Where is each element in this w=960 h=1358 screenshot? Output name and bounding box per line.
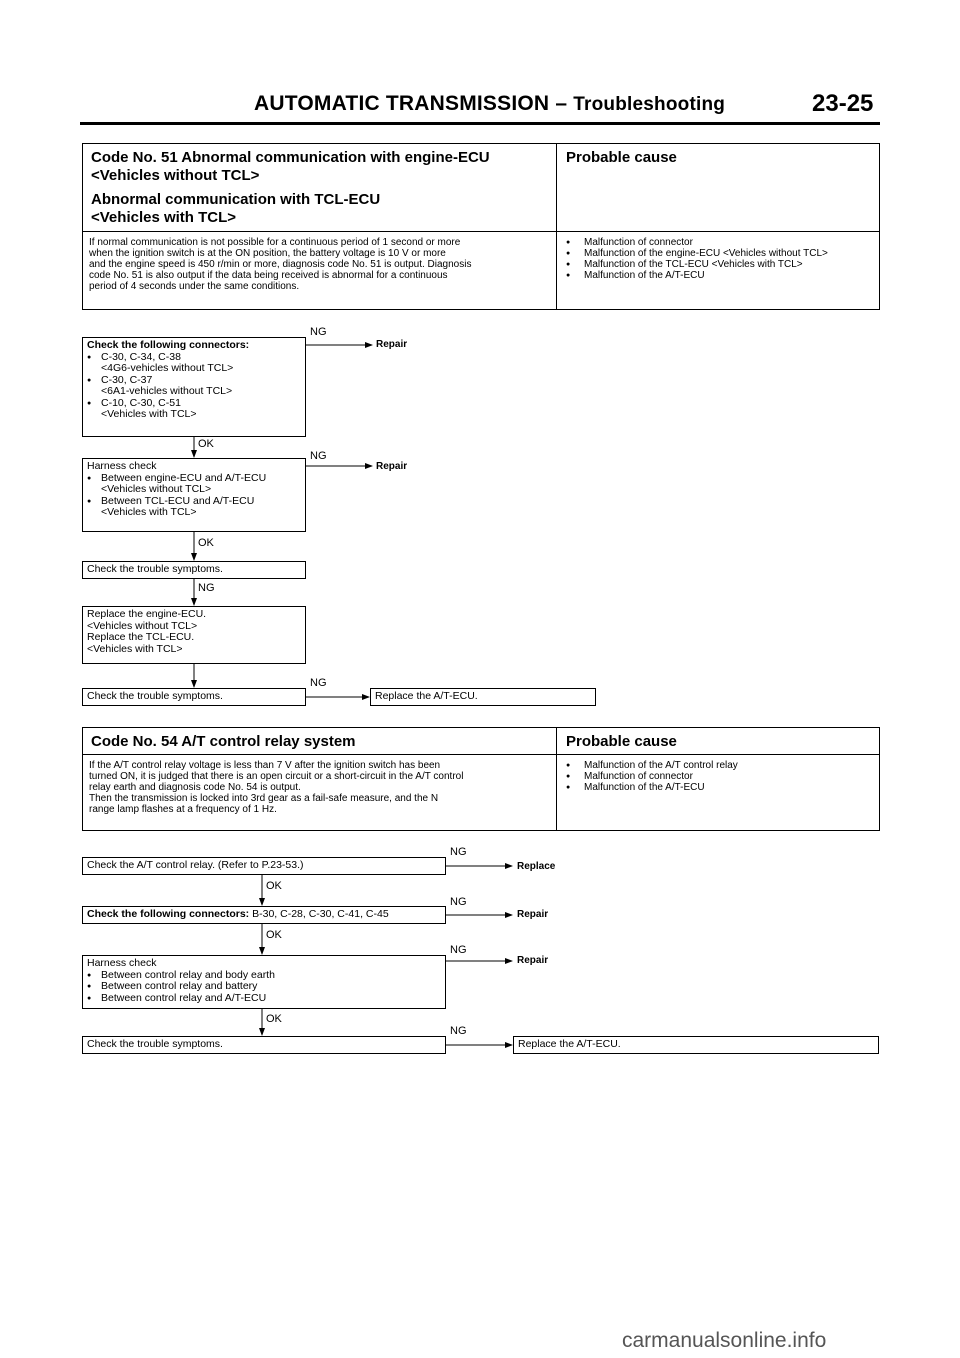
ng-label: NG xyxy=(450,1025,467,1037)
box-line: <Vehicles without TCL> xyxy=(87,619,198,632)
desc-line: code No. 51 is also output if the data being received is abnormal for a continuous xyxy=(89,270,448,281)
desc-line: when the ignition switch is at the ON position, the battery voltage is 10 V or more xyxy=(89,248,446,259)
cause-item: ● Malfunction of the engine-ECU <Vehicles without TCL> xyxy=(566,248,828,259)
list-item-sub: <Vehicles with TCL> xyxy=(101,506,197,518)
box-heading: Harness check xyxy=(87,460,157,472)
box-line: <Vehicles with TCL> xyxy=(87,642,183,655)
code-54-title: Code No. 54 A/T control relay system xyxy=(91,733,356,750)
box-text: Check the A/T control relay. (Refer to P.23-53.) xyxy=(87,859,304,871)
list-item: ● Between engine-ECU and A/T-ECU xyxy=(87,473,301,485)
section-subtitle: Troubleshooting xyxy=(573,94,726,115)
box-text: Check the trouble symptoms. xyxy=(87,563,223,575)
ok-label: OK xyxy=(198,438,214,450)
repair-label: Repair xyxy=(517,909,549,920)
cause-item: ● Malfunction of the A/T-ECU xyxy=(566,782,738,793)
ng-label: NG xyxy=(450,944,467,956)
box-text: Replace the A/T-ECU. xyxy=(518,1038,621,1050)
ok-label: OK xyxy=(266,929,282,941)
list-item-sub: <Vehicles with TCL> xyxy=(101,408,197,420)
title-line: Abnormal communication with TCL-ECU xyxy=(91,191,381,208)
cause-item: ● Malfunction of the A/T control relay xyxy=(566,760,738,771)
ok-label: OK xyxy=(266,880,282,892)
box-text: Replace the A/T-ECU. xyxy=(375,690,478,702)
desc-line: period of 4 seconds under the same conditions. xyxy=(89,281,300,292)
list-item: ● C-10, C-30, C-51 xyxy=(87,398,301,410)
list-item: ● Between TCL-ECU and A/T-ECU xyxy=(87,496,301,508)
section-title: AUTOMATIC TRANSMISSION xyxy=(254,92,550,115)
cause-item: ● Malfunction of the TCL-ECU <Vehicles with TCL> xyxy=(566,259,828,270)
repair-label: Repair xyxy=(376,339,408,350)
desc-line: and the engine speed is 450 r/min or more, diagnosis code No. 51 is output. Diagnosis xyxy=(89,259,472,270)
list-item: ● C-30, C-37 xyxy=(87,375,301,387)
ok-label: OK xyxy=(198,537,214,549)
cause-item: ● Malfunction of the A/T-ECU xyxy=(566,270,828,281)
desc-line: Then the transmission is locked into 3rd gear as a fail-safe measure, and the N xyxy=(89,793,439,804)
box-line: Replace the TCL-ECU. xyxy=(87,631,195,643)
ng-label: NG xyxy=(198,582,215,594)
list-item-sub: <4G6-vehicles without TCL> xyxy=(101,362,234,374)
list-item-sub: <6A1-vehicles without TCL> xyxy=(101,385,233,397)
plain-text: B-30, C-28, C-30, C-41, C-45 xyxy=(249,908,389,920)
box-line: Replace the engine-ECU. xyxy=(87,608,207,620)
probable-cause-heading: Probable cause xyxy=(566,733,677,750)
title-line: <Vehicles with TCL> xyxy=(91,209,237,226)
list-item: ● Between control relay and A/T-ECU xyxy=(87,993,441,1005)
replace-label: Replace xyxy=(517,861,556,872)
page-number: 23-25 xyxy=(812,90,874,117)
cause-item: ● Malfunction of connector xyxy=(566,237,828,248)
ng-label: NG xyxy=(310,326,327,338)
box-heading: Check the following connectors: xyxy=(87,339,250,351)
list-item: ● Between control relay and body earth xyxy=(87,970,441,982)
title-line: Code No. 51 Abnormal communication with engine-ECU xyxy=(91,149,490,166)
probable-cause-heading: Probable cause xyxy=(566,149,677,166)
watermark: carmanualsonline.info xyxy=(622,1329,827,1352)
desc-line: turned ON, it is judged that there is an open circuit or a short-circuit in the A/T control xyxy=(89,771,464,782)
desc-line: relay earth and diagnosis code No. 54 is output. xyxy=(89,782,301,793)
ng-label: NG xyxy=(310,677,327,689)
cause-item: ● Malfunction of connector xyxy=(566,771,738,782)
list-item-sub: <Vehicles without TCL> xyxy=(101,483,212,495)
desc-line: If normal communication is not possible for a continuous period of 1 second or more xyxy=(89,237,461,248)
title-line: <Vehicles without TCL> xyxy=(91,167,260,184)
bold-text: Check the following connectors: xyxy=(87,908,250,920)
title-dash: – xyxy=(549,92,574,115)
ng-label: NG xyxy=(450,896,467,908)
box-text: Check the trouble symptoms. xyxy=(87,690,223,702)
desc-line: If the A/T control relay voltage is less than 7 V after the ignition switch has been xyxy=(89,760,441,771)
list-item: ● Between control relay and battery xyxy=(87,981,441,993)
box-heading: Harness check xyxy=(87,957,157,969)
desc-line: range lamp flashes at a frequency of 1 Hz. xyxy=(89,804,277,815)
ng-label: NG xyxy=(450,846,467,858)
repair-label: Repair xyxy=(517,955,549,966)
repair-label: Repair xyxy=(376,461,408,472)
ng-label: NG xyxy=(310,450,327,462)
list-item: ● C-30, C-34, C-38 xyxy=(87,352,301,364)
ok-label: OK xyxy=(266,1013,282,1025)
box-text: Check the trouble symptoms. xyxy=(87,1038,223,1050)
